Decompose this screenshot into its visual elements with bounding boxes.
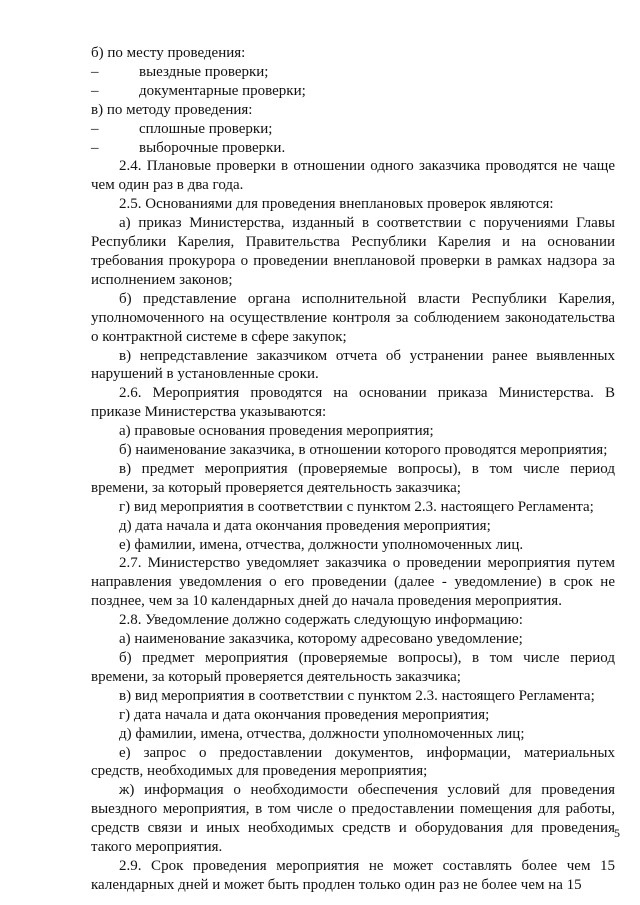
paragraph-text: б) наименование заказчика, в отношении которого проводятся мероприятия; <box>119 442 608 459</box>
paragraph-20 <box>91 611 615 630</box>
dash-marker: – <box>91 63 99 80</box>
paragraph-7 <box>91 157 615 195</box>
paragraph-28 <box>91 857 615 895</box>
paragraph-4 <box>91 101 615 120</box>
paragraph-27 <box>91 781 615 857</box>
paragraph-text: г) вид мероприятия в соответствии с пунктом 2.3. настоящего Регламента; <box>119 498 594 515</box>
paragraph-text: 2.8. Уведомление должно содержать следующую информацию: <box>119 612 523 629</box>
paragraph-text: б) по месту проведения: <box>91 45 246 61</box>
paragraph-10 <box>91 290 615 347</box>
paragraph-17 <box>91 517 615 536</box>
paragraph-text: г) дата начала и дата окончания проведения мероприятия; <box>119 706 490 723</box>
paragraph-text: 2.7. Министерство уведомляет заказчика о проведении мероприятия путем направления уведомления о его проведении (далее - уведомление) в срок не позднее, чем за 10 календарных дней до начала проведения мероприятия. <box>91 555 615 610</box>
paragraph-22 <box>91 649 615 687</box>
paragraph-11 <box>91 347 615 385</box>
paragraph-9 <box>91 214 615 290</box>
paragraph-text: 2.6. Мероприятия проводятся на основании приказа Министерства. В приказе Министерства указываются: <box>91 385 615 421</box>
paragraph-text: 2.4. Плановые проверки в отношении одного заказчика проводятся не чаще чем один раз в два года. <box>91 158 615 194</box>
list-item-2 <box>91 63 615 82</box>
paragraph-text: б) предмет мероприятия (проверяемые вопросы), в том числе период времени, за который проверяется деятельность заказчика; <box>91 650 615 685</box>
paragraph-15 <box>91 460 615 498</box>
document-body <box>91 44 615 895</box>
dash-marker: – <box>91 139 99 156</box>
paragraph-18 <box>91 536 615 555</box>
list-item-6 <box>91 139 615 158</box>
paragraph-12 <box>91 384 615 422</box>
paragraph-text: 2.5. Основаниями для проведения внеплановых проверок являются: <box>119 196 554 213</box>
paragraph-8 <box>91 195 615 214</box>
paragraph-16 <box>91 498 615 517</box>
paragraph-text: ж) информация о необходимости обеспечения условий для проведения выездного мероприятия, в том числе о предоставлении помещения для работы, средств связи и иных необходимых средств и оборудования для проведения такого мероприятия. <box>91 782 615 856</box>
dash-marker: – <box>91 82 99 99</box>
paragraph-text: в) предмет мероприятия (проверяемые вопросы), в том числе период времени, за который проверяется деятельность заказчика; <box>91 460 615 496</box>
list-item-3 <box>91 82 615 101</box>
paragraph-text: выездные проверки; <box>139 63 269 80</box>
paragraph-text: д) дата начала и дата окончания проведения мероприятия; <box>119 517 491 534</box>
paragraph-text: д) фамилии, имена, отчества, должности уполномоченных лиц; <box>119 725 525 742</box>
paragraph-13 <box>91 422 615 441</box>
paragraph-text: 2.9. Срок проведения мероприятия не может составлять более чем 15 календарных дней и может быть продлен только один раз не более чем на 15 <box>91 857 615 893</box>
paragraph-1 <box>91 44 615 63</box>
paragraph-23 <box>91 687 615 706</box>
paragraph-text: а) наименование заказчика, которому адресовано уведомление; <box>119 631 523 648</box>
paragraph-21 <box>91 630 615 649</box>
paragraph-26 <box>91 744 615 782</box>
paragraph-text: е) фамилии, имена, отчества, должности уполномоченных лиц. <box>119 536 524 553</box>
paragraph-text: документарные проверки; <box>139 82 306 99</box>
paragraph-text: в) по методу проведения: <box>91 101 253 118</box>
paragraph-text: а) правовые основания проведения мероприятия; <box>119 423 434 440</box>
dash-marker: – <box>91 120 99 137</box>
paragraph-text: е) запрос о предоставлении документов, информации, материальных средств, необходимых для проведения мероприятия; <box>91 744 615 780</box>
paragraph-text: б) представление органа исполнительной власти Республики Карелия, уполномоченного на осуществление контроля за соблюдением законодательства о контрактной системе в сфере закупок; <box>91 290 615 345</box>
paragraph-text: сплошные проверки; <box>139 120 273 137</box>
paragraph-19 <box>91 554 615 611</box>
paragraph-24 <box>91 706 615 725</box>
paragraph-text: а) приказ Министерства, изданный в соответствии с поручениями Главы Республики Карелия, Правительства Республики Карелия и на основании требования прокурора о проведении внеплановой проверки в рамках надзора за исполнением законов; <box>91 215 615 288</box>
paragraph-14 <box>91 441 615 460</box>
paragraph-25 <box>91 725 615 744</box>
paragraph-text: выборочные проверки. <box>139 139 286 156</box>
page-number: 5 <box>614 826 620 840</box>
paragraph-text: в) непредставление заказчиком отчета об устранении ранее выявленных нарушений в установленные сроки. <box>91 347 615 383</box>
paragraph-text: в) вид мероприятия в соответствии с пунктом 2.3. настоящего Регламента; <box>119 687 595 704</box>
list-item-5 <box>91 120 615 139</box>
